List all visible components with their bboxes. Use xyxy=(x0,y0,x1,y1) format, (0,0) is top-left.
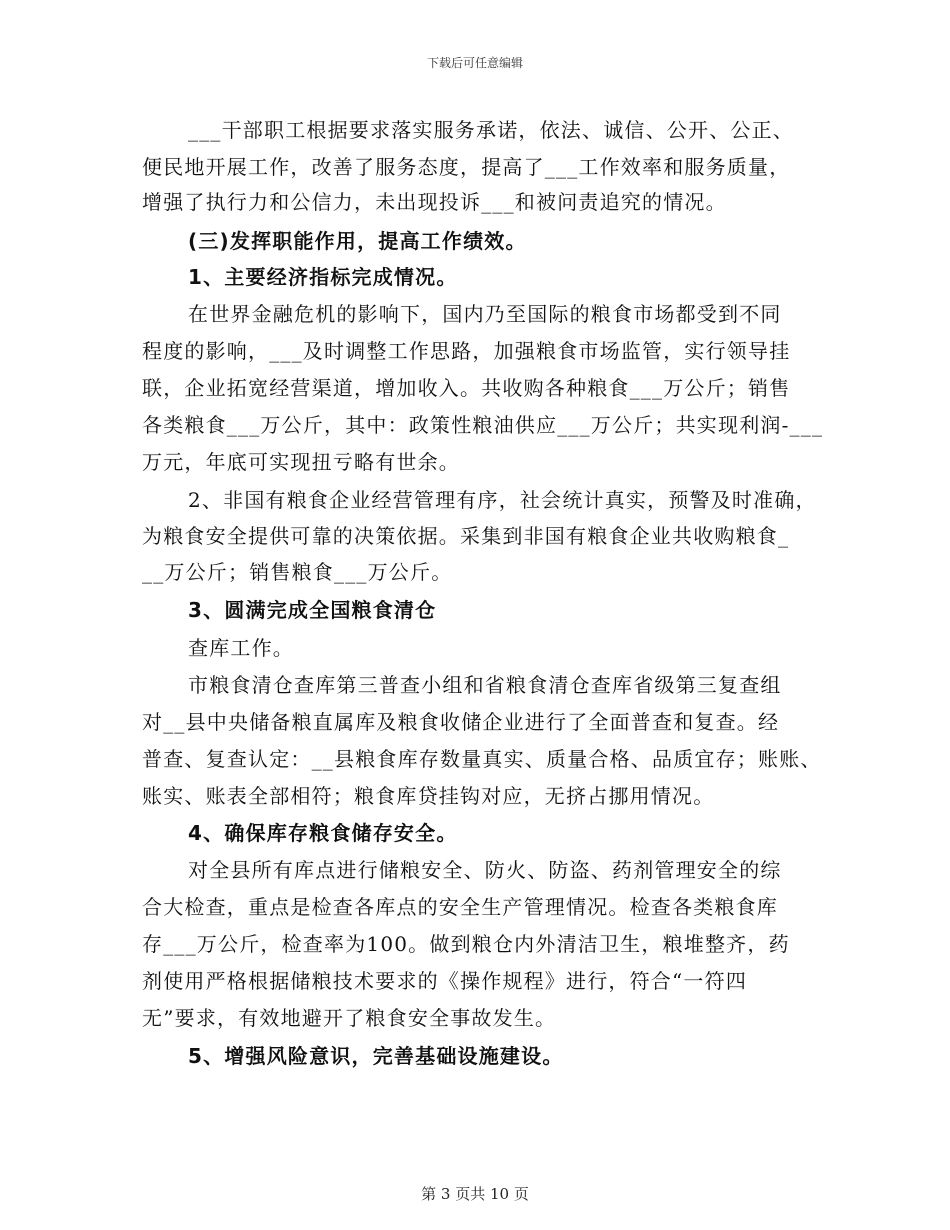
page-header: 下载后可任意编辑 xyxy=(426,56,523,70)
subsection-heading: 1、主要经济指标完成情况。 xyxy=(188,265,458,289)
paragraph-line: 账实、账表全部相符；粮食库贷挂钩对应，无挤占挪用情况。 xyxy=(142,784,715,808)
paragraph-line: 万元，年底可实现扭亏略有世余。 xyxy=(142,450,460,474)
paragraph-line: 对全县所有库点进行储粮安全、防火、防盗、药剂管理安全的综 xyxy=(188,858,782,882)
section-heading: (三)发挥职能作用，提高工作绩效。 xyxy=(188,229,527,253)
paragraph-line: 便民地开展工作，改善了服务态度，提高了___工作效率和服务质量， xyxy=(142,155,791,179)
paragraph-line: __万公斤；销售粮食___万公斤。 xyxy=(142,560,453,584)
paragraph-line: 在世界金融危机的影响下，国内乃至国际的粮食市场都受到不同 xyxy=(188,302,782,326)
page-footer: 第 3 页共 10 页 xyxy=(421,1185,529,1203)
paragraph-line: 2、非国有粮食企业经营管理有序，社会统计真实，预警及时准确， xyxy=(188,488,817,512)
paragraph-line: 普查、复查认定：__县粮食库存数量真实、质量合格、品质宜存；账账、 xyxy=(142,747,822,771)
paragraph-line: 查库工作。 xyxy=(188,636,294,660)
paragraph-line: 对__县中央储备粮直属库及粮食收储企业进行了全面普查和复查。经 xyxy=(142,710,780,734)
paragraph-line: 存___万公斤，检查率为100。做到粮仓内外清洁卫生，粮堆整齐，药 xyxy=(142,932,790,956)
paragraph-line: 增强了执行力和公信力，未出现投诉___和被问责追究的情况。 xyxy=(142,190,727,214)
paragraph-line: 为粮食安全提供可靠的决策依据。采集到非国有粮食企业共收购粮食_ xyxy=(142,524,790,548)
paragraph-line: 合大检查，重点是检查各库点的安全生产管理情况。检查各类粮食库 xyxy=(142,895,778,919)
paragraph-line: 无”要求，有效地避开了粮食安全事故发生。 xyxy=(142,1006,557,1030)
paragraph-line: 程度的影响，___及时调整工作思路，加强粮食市场监管，实行领导挂 xyxy=(142,339,791,363)
subsection-heading: 5、增强风险意识，完善基础设施建设。 xyxy=(188,1044,564,1068)
paragraph-line: 联，企业拓宽经营渠道，增加收入。共收购各种粮食___万公斤；销售 xyxy=(142,376,791,400)
subsection-heading: 4、确保库存粮食储存安全。 xyxy=(188,821,458,845)
paragraph-line: 各类粮食___万公斤，其中：政策性粮油供应___万公斤；共实现利润-___ xyxy=(142,413,824,437)
subsection-heading: 3、圆满完成全国粮食清仓 xyxy=(188,598,437,622)
paragraph-line: 市粮食清仓查库第三普查小组和省粮食清仓查库省级第三复查组 xyxy=(188,673,782,697)
paragraph-line: ___干部职工根据要求落实服务承诺，依法、诚信、公开、公正、 xyxy=(188,118,794,142)
paragraph-line: 剂使用严格根据储粮技术要求的《操作规程》进行，符合“一符四 xyxy=(142,969,748,993)
